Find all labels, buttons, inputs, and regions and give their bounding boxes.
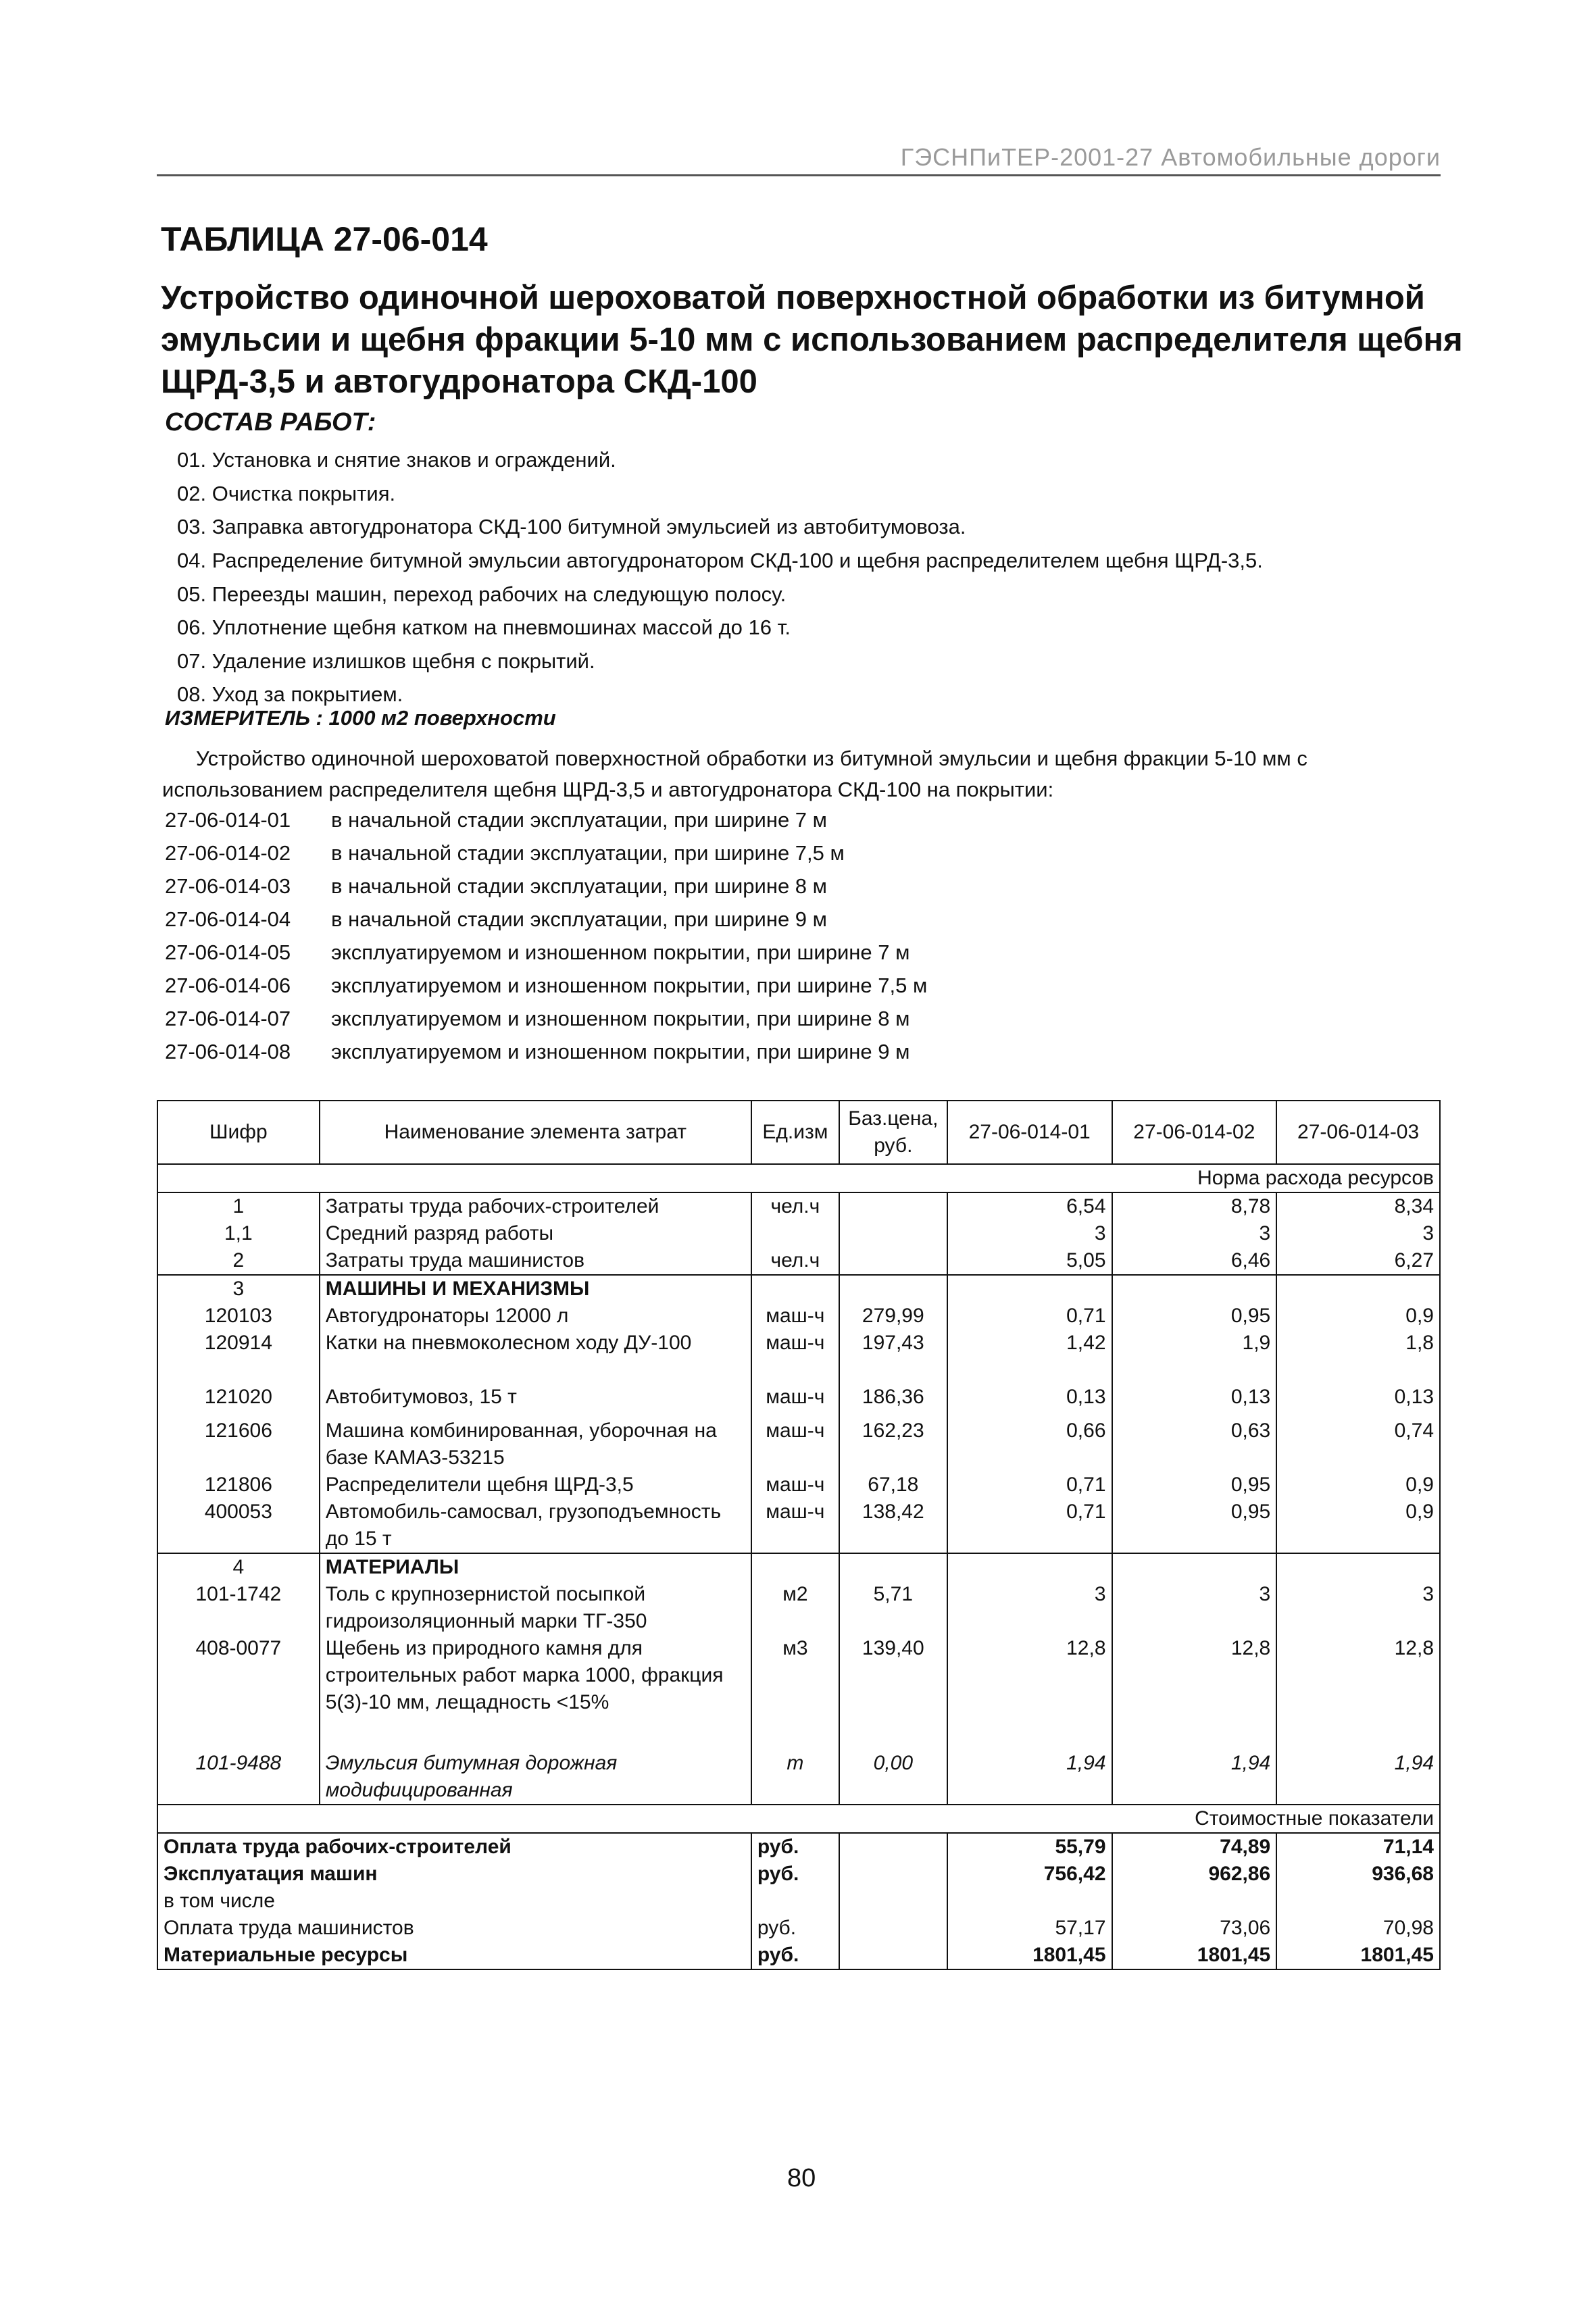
code-text: в начальной стадии эксплуатации, при ширине 9 м [331,907,827,931]
code-number: 27-06-014-07 [165,1007,291,1030]
row-unit: чел.ч [751,1192,839,1220]
header-rule [157,174,1441,176]
page-number: 80 [787,2164,816,2192]
row-code: 121606 [157,1417,320,1472]
row-name: Машина комбинированная, уборочная на базе КАМАЗ-53215 [320,1417,751,1472]
cost-value-02: 1801,45 [1112,1942,1277,1969]
row-value-01: 1,94 [947,1750,1112,1805]
cost-value-01: 55,79 [947,1833,1112,1861]
header-col-03: 27-06-014-03 [1276,1101,1440,1164]
code-text: эксплуатируемом и изношенном покрытии, при ширине 9 м [331,1040,910,1063]
header-name: Наименование элемента затрат [320,1101,751,1164]
row-unit: маш-ч [751,1417,839,1472]
row-name: Автогудронаторы 12000 л [320,1303,751,1330]
row-value-02: 1,9 [1112,1330,1277,1384]
cost-unit: руб. [751,1861,839,1888]
row-value-01: 0,71 [947,1303,1112,1330]
row-value-03: 0,74 [1276,1417,1440,1472]
row-price: 139,40 [839,1635,947,1750]
row-name: Щебень из природного камня для строительных работ марка 1000, фракция 5(3)-10 мм, лещадность <15% [320,1635,751,1750]
row-value-02: 0,13 [1112,1384,1277,1417]
row-code: 121020 [157,1384,320,1417]
cost-name: Эксплуатация машин [157,1861,751,1888]
table-row [157,1635,1440,1750]
row-value-03: 3 [1276,1220,1440,1247]
row-code: 408-0077 [157,1635,320,1750]
cost-unit: руб. [751,1942,839,1969]
code-list-item [165,974,927,998]
cost-value-03 [1276,1888,1440,1915]
row-value-03: 8,34 [1276,1192,1440,1220]
header-col-02: 27-06-014-02 [1112,1101,1277,1164]
row-price [839,1247,947,1275]
row-value-02: 3 [1112,1581,1277,1635]
code-number: 27-06-014-05 [165,940,291,964]
row-value-02: 8,78 [1112,1192,1277,1220]
row-value-01: 1,42 [947,1330,1112,1384]
row-value-01: 0,71 [947,1472,1112,1499]
code-list-item [165,1040,909,1064]
code-list-item [165,940,909,965]
row-name: Затраты труда рабочих-строителей [320,1192,751,1220]
row-unit: маш-ч [751,1472,839,1499]
row-unit [751,1220,839,1247]
cost-unit: руб. [751,1833,839,1861]
row-code: 101-9488 [157,1750,320,1805]
cost-row [157,1861,1440,1888]
row-name: Затраты труда машинистов [320,1247,751,1275]
row-value-01: 3 [947,1581,1112,1635]
row-code: 120103 [157,1303,320,1330]
row-price: 67,18 [839,1472,947,1499]
table-row [157,1330,1440,1384]
cost-name: в том числе [157,1888,751,1915]
table-row [157,1303,1440,1330]
cost-value-03: 1801,45 [1276,1942,1440,1969]
cost-value-01 [947,1888,1112,1915]
cost-name: Оплата труда рабочих-строителей [157,1833,751,1861]
row-value-03: 12,8 [1276,1635,1440,1750]
row-name: Катки на пневмоколесном ходу ДУ-100 [320,1330,751,1384]
row-name: МАТЕРИАЛЫ [320,1553,751,1581]
row-value-01: 0,13 [947,1384,1112,1417]
table-row [157,1417,1440,1472]
operation-item: 06. Уплотнение щебня катком на пневмошинах массой до 16 т. [177,615,791,639]
row-value-01: 6,54 [947,1192,1112,1220]
cost-value-02 [1112,1888,1277,1915]
running-header: ГЭСНПиТЕР-2001-27 Автомобильные дороги [900,143,1441,171]
row-value-01: 12,8 [947,1635,1112,1750]
cost-label-row [157,1805,1440,1833]
table-row [157,1472,1440,1499]
row-value-03: 3 [1276,1581,1440,1635]
cost-value-02: 73,06 [1112,1915,1277,1942]
cost-value-03: 70,98 [1276,1915,1440,1942]
code-number: 27-06-014-03 [165,874,291,898]
cost-value-02: 962,86 [1112,1861,1277,1888]
row-value-03: 1,94 [1276,1750,1440,1805]
cost-value-01: 756,42 [947,1861,1112,1888]
header-col-01: 27-06-014-01 [947,1101,1112,1164]
operation-item: 01. Установка и снятие знаков и ограждений. [177,448,616,472]
norm-label-row [157,1164,1440,1192]
row-value-02: 0,95 [1112,1303,1277,1330]
row-unit: маш-ч [751,1303,839,1330]
cost-value-01: 57,17 [947,1915,1112,1942]
operation-item: 04. Распределение битумной эмульсии автогудронатором СКД-100 и щебня распределителем щебня ЩРД-3,5. [177,549,1263,572]
table-title: ТАБЛИЦА 27-06-014 [161,220,488,258]
row-code: 2 [157,1247,320,1275]
cost-row [157,1942,1440,1969]
header-unit: Ед.изм [751,1101,839,1164]
code-text: в начальной стадии эксплуатации, при ширине 7,5 м [331,841,845,865]
row-unit: маш-ч [751,1499,839,1553]
row-code: 120914 [157,1330,320,1384]
row-value-02: 0,95 [1112,1472,1277,1499]
row-code: 121806 [157,1472,320,1499]
table-row [157,1247,1440,1275]
row-value-03: 1,8 [1276,1330,1440,1384]
header-base-price: Баз.цена, руб. [839,1101,947,1164]
row-value-02: 0,95 [1112,1499,1277,1553]
norm-label: Норма расхода ресурсов [157,1164,1440,1192]
operation-item: 05. Переезды машин, переход рабочих на следующую полосу. [177,582,787,606]
section-heading: Устройство одиночной шероховатой поверхностной обработки из битумной эмульсии и щебня фракции 5-10 мм с использованием распределителя щебня ЩРД-3,5 и автогудронатора СКД-100 [161,280,1463,400]
cost-unit: руб. [751,1915,839,1942]
row-name: Автобитумовоз, 15 т [320,1384,751,1417]
row-unit: м2 [751,1581,839,1635]
code-text: в начальной стадии эксплуатации, при ширине 8 м [331,874,827,898]
row-code: 101-1742 [157,1581,320,1635]
operation-item: 02. Очистка покрытия. [177,482,396,505]
row-value-02: 3 [1112,1220,1277,1247]
row-price: 138,42 [839,1499,947,1553]
table-description: Устройство одиночной шероховатой поверхностной обработки из битумной эмульсии и щебня фракции 5-10 мм с использованием распределителя щебня ЩРД-3,5 и автогудронатора СКД-100 на покрытии: [162,747,1307,801]
row-price [839,1220,947,1247]
table-row [157,1192,1440,1220]
row-name: Средний разряд работы [320,1220,751,1247]
cost-row [157,1915,1440,1942]
row-value-03: 0,9 [1276,1472,1440,1499]
cost-row [157,1833,1440,1861]
cost-name: Материальные ресурсы [157,1942,751,1969]
row-code: 3 [157,1275,320,1303]
cost-value-01: 1801,45 [947,1942,1112,1969]
code-number: 27-06-014-08 [165,1040,291,1063]
row-name: МАШИНЫ И МЕХАНИЗМЫ [320,1275,751,1303]
row-value-01: 5,05 [947,1247,1112,1275]
cost-value-03: 936,68 [1276,1861,1440,1888]
row-value-01: 0,66 [947,1417,1112,1472]
cost-value-02: 74,89 [1112,1833,1277,1861]
row-unit: чел.ч [751,1247,839,1275]
row-value-01: 3 [947,1220,1112,1247]
code-text: эксплуатируемом и изношенном покрытии, при ширине 7,5 м [331,974,928,997]
cost-value-03: 71,14 [1276,1833,1440,1861]
table-row [157,1499,1440,1553]
code-list-item [165,808,827,832]
section-row-materials [157,1553,1440,1581]
row-price: 186,36 [839,1384,947,1417]
section-row-machines [157,1275,1440,1303]
table-row [157,1384,1440,1417]
code-number: 27-06-014-02 [165,841,291,865]
row-price: 5,71 [839,1581,947,1635]
table-header-row [157,1101,1440,1164]
row-value-02: 12,8 [1112,1635,1277,1750]
row-price: 0,00 [839,1750,947,1805]
composition-label: СОСТАВ РАБОТ: [165,408,376,436]
row-name: Толь с крупнозернистой посыпкой гидроизоляционный марки ТГ-350 [320,1581,751,1635]
cost-row [157,1888,1440,1915]
code-text: в начальной стадии эксплуатации, при ширине 7 м [331,808,827,832]
measure-unit: ИЗМЕРИТЕЛЬ : 1000 м2 поверхности [165,706,556,730]
code-number: 27-06-014-04 [165,907,291,931]
code-list-item [165,907,827,932]
code-list-item [165,874,827,899]
row-code: 4 [157,1553,320,1581]
operation-item: 03. Заправка автогудронатора СКД-100 битумной эмульсией из автобитумовоза. [177,515,966,538]
row-name: Автомобиль-самосвал, грузоподъемность до 15 т [320,1499,751,1553]
resource-table [157,1100,1441,1970]
code-list-item [165,1007,909,1031]
row-value-03: 0,9 [1276,1499,1440,1553]
row-code: 1,1 [157,1220,320,1247]
operation-item: 08. Уход за покрытием. [177,682,403,706]
row-unit: маш-ч [751,1330,839,1384]
code-text: эксплуатируемом и изношенном покрытии, при ширине 8 м [331,1007,910,1030]
operation-item: 07. Удаление излишков щебня с покрытий. [177,649,595,673]
table-row [157,1581,1440,1635]
row-price [839,1192,947,1220]
row-value-01: 0,71 [947,1499,1112,1553]
row-price: 162,23 [839,1417,947,1472]
row-value-03: 0,9 [1276,1303,1440,1330]
row-price: 197,43 [839,1330,947,1384]
row-code: 1 [157,1192,320,1220]
cost-label: Стоимостные показатели [157,1805,1440,1833]
row-value-02: 1,94 [1112,1750,1277,1805]
table-row [157,1220,1440,1247]
table-row [157,1750,1440,1805]
row-price: 279,99 [839,1303,947,1330]
row-code: 400053 [157,1499,320,1553]
code-number: 27-06-014-01 [165,808,291,832]
row-value-02: 6,46 [1112,1247,1277,1275]
header-code: Шифр [157,1101,320,1164]
code-list-item [165,841,845,865]
row-name: Эмульсия битумная дорожная модифицированная [320,1750,751,1805]
cost-name: Оплата труда машинистов [157,1915,751,1942]
code-number: 27-06-014-06 [165,974,291,997]
cost-unit [751,1888,839,1915]
row-unit: т [751,1750,839,1805]
row-name: Распределители щебня ЩРД-3,5 [320,1472,751,1499]
row-value-02: 0,63 [1112,1417,1277,1472]
row-unit: маш-ч [751,1384,839,1417]
row-unit: м3 [751,1635,839,1750]
row-value-03: 0,13 [1276,1384,1440,1417]
code-text: эксплуатируемом и изношенном покрытии, при ширине 7 м [331,940,910,964]
row-value-03: 6,27 [1276,1247,1440,1275]
